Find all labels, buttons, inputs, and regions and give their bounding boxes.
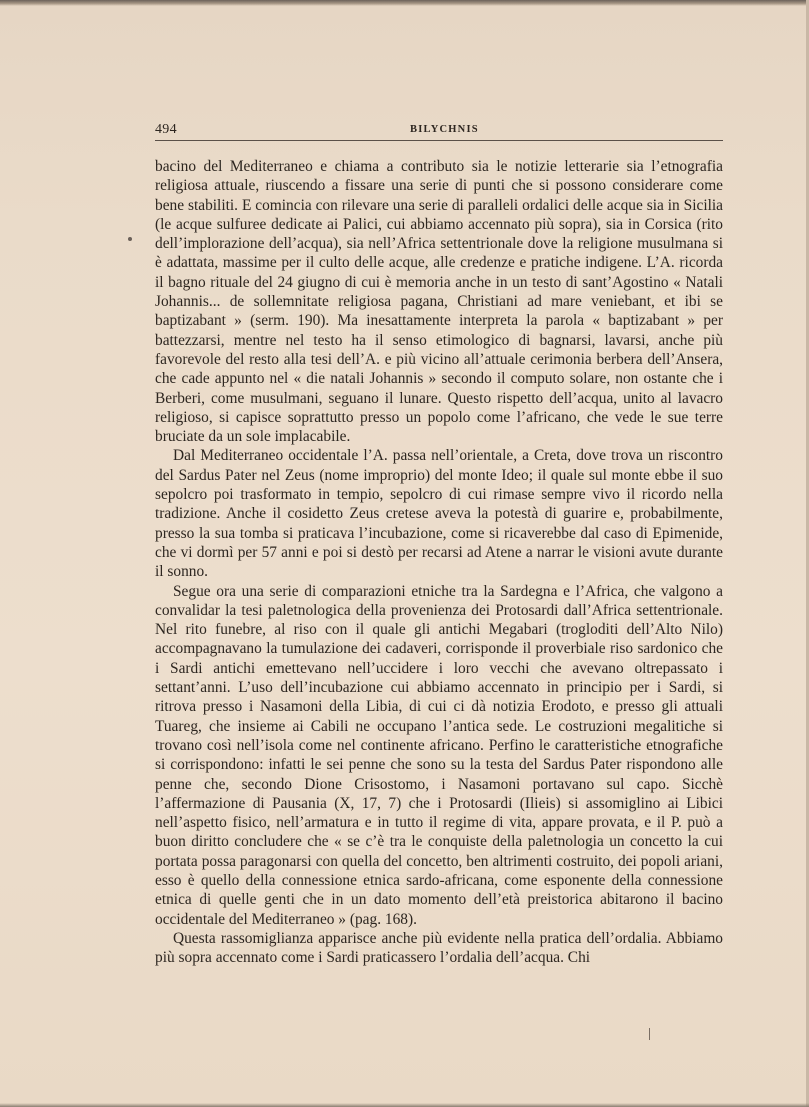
running-head: BILYCHNIS <box>410 124 479 135</box>
paragraph-1: bacino del Mediterraneo e chiama a contributo sia le notizie letterarie sia l’etnografia religiosa attuale, riuscendo a fissare una serie di punti che si possono considerare come bene stabiliti. E comincia con rilevare una serie di paralleli ordalici delle acque sia in Sicilia (le acque sulfuree dedicate ai Palici, cui abbiamo accennato più sopra), sia in Corsica (rito dell’implorazione dell’acqua), sia nell’Africa settentrionale dove la religione musulmana si è adattata, massime per il culto delle acque, alle credenze e pratiche indigene. L’A. ricorda il bagno rituale del 24 giugno di cui è memoria anche in un testo di sant’Agostino « Natali Johannis... de sollemnitate religiosa pagana, Christiani ad mare veniebant, et ibi se baptizabant » (serm. 190). Ma inesattamente interpreta la parola « baptizabant » per battezzarsi, mentre nel testo ha il senso etimologico di bagnarsi, lavarsi, anche più favorevole del resto alla tesi dell’A. e più vicino all’attuale cerimonia berbera dell’Ansera, che cade appunto nel « die natali Johannis » secondo il computo solare, non ostante che i Berberi, come musulmani, seguano il lunare. Questo rispetto dell’acqua, unito al lavacro religioso, si capisce soprattutto presso un popolo come l’africano, che vede le sue terre bruciate da un sole implacabile. <box>155 158 723 446</box>
page-header <box>155 122 723 140</box>
paragraph-3: Segue ora una serie di comparazioni etniche tra la Sardegna e l’Africa, che valgono a convalidar la tesi paletnologica della provenienza dei Protosardi dall’Africa settentrionale. Nel rito funebre, al riso con il quale gli antichi Megabari (trogloditi dell’Alto Nilo) accompagnavano la tumulazione dei cadaveri, corrisponde il proverbiale riso sardonico che i Sardi antichi emettevano nell’uccidere i loro vecchi che avevano oltrepassato i settant’anni. L’uso dell’incubazione cui abbiamo accennato in principio per i Sardi, si ritrova presso i Nasamoni della Libia, di cui ci dà notizia Erodoto, e presso gli attuali Tuareg, che insieme ai Cabili ne occupano l’antica sede. Le costruzioni megalitiche si trovano così nell’isola come nel continente africano. Perfino le caratteristiche etnografiche si corrispondono: infatti le sei penne che sono su la testa del Sardus Pater rispondono alle penne che, secondo Dione Crisostomo, i Nasamoni portavano sul capo. Sicchè l’affermazione di Pausania (X, 17, 7) che i Protosardi (Ilieis) si assomiglino ai Libici nell’aspetto fisico, nell’armatura e in tutto il regime di vita, appare provata, e il P. può a buon diritto concludere che « se c’è tra le conquiste della paletnologia un concetto la cui portata possa paragonarsi con quella del concetto, ben altrimenti costruito, dei popoli ariani, esso è quello della connessione etnica sardo-africana, come esponente della connessione etnica di quelle genti che in un dato momento dell’età preistorica abitarono il bacino occidentale del Mediterraneo » (pag. 168). <box>155 582 723 928</box>
margin-mark <box>128 237 132 241</box>
page-number: 494 <box>155 122 177 137</box>
page-top-edge <box>0 0 809 6</box>
paragraph-4: Questa rassomiglianza apparisce anche più evidente nella pratica dell’ordalia. Abbiamo più sopra accennato come i Sardi praticassero l’ordalia dell’acqua. Chi <box>155 929 723 967</box>
paragraph-2: Dal Mediterraneo occidentale l’A. passa nell’orientale, a Creta, dove trova un riscontro del Sardus Pater nel Zeus (nome improprio) del monte Ideo; il quale sul monte ebbe il suo sepolcro poi trasformato in tempio, sepolcro di cui rimase sempre vivo il ricordo nella tradizione. Anche il cosidetto Zeus cretese aveva la potestà di guarire e, probabilmente, presso la sua tomba si praticava l’incubazione, come si ricaverebbe dal caso di Epimenide, che vi dormì per 57 anni e poi si destò per recarsi ad Atene a narrar le visioni avute durante il sonno. <box>155 447 723 581</box>
page-bottom-edge <box>0 1103 809 1107</box>
page-mark <box>649 1028 650 1040</box>
body-text <box>155 157 723 967</box>
header-rule <box>155 140 723 141</box>
